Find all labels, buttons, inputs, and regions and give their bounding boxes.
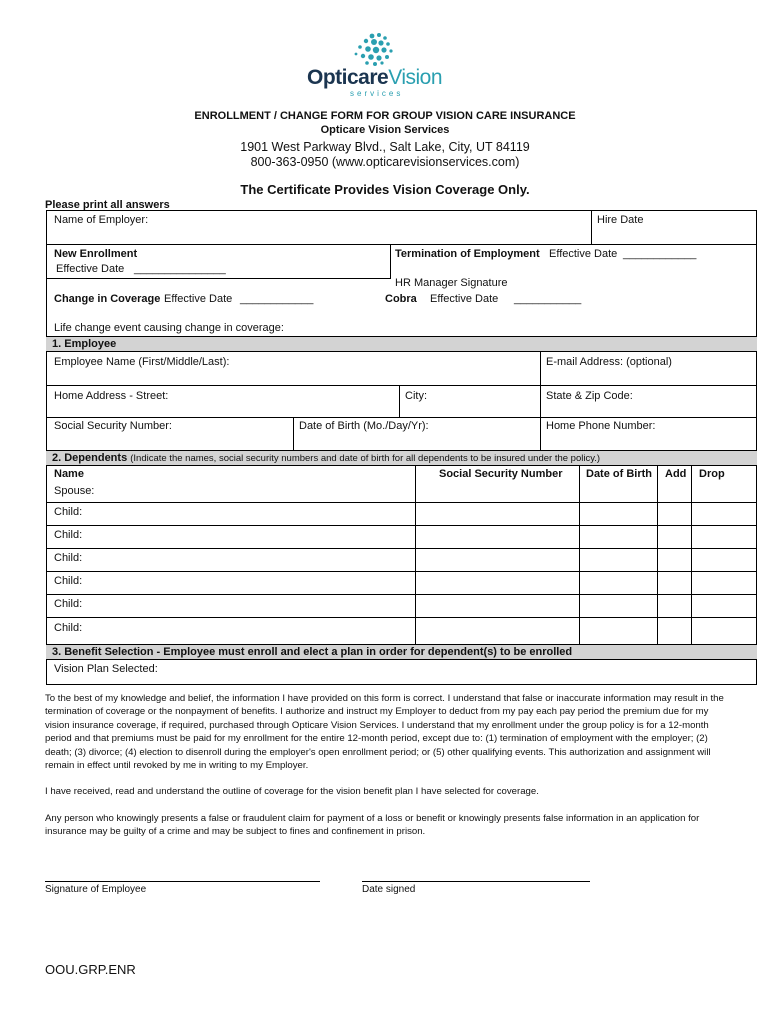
termination-effective-label: Effective Date xyxy=(549,248,618,260)
employee-name-field[interactable]: Employee Name (First/Middle/Last): xyxy=(54,356,230,368)
dependent-row-spouse[interactable]: Spouse: xyxy=(54,485,95,497)
dependent-row-child-5[interactable]: Child: xyxy=(54,598,83,610)
company-phone: 800-363-0950 (www.opticarevisionservices.com) xyxy=(250,155,520,169)
logo-wordmark xyxy=(307,66,442,90)
form-title: ENROLLMENT / CHANGE FORM FOR GROUP VISION CARE INSURANCE xyxy=(194,110,576,122)
dependent-row-child-1[interactable]: Child: xyxy=(54,506,83,518)
instructions: Please print all answers xyxy=(45,199,170,211)
dependent-row-child-4[interactable]: Child: xyxy=(54,575,83,587)
employee-signature-label: Signature of Employee xyxy=(45,884,147,895)
dependents-heading-note: (Indicate the names, social security numbers and date of birth for all dependents to be insured under the policy.) xyxy=(130,453,601,464)
dep-col-ssn: Social Security Number xyxy=(439,468,563,480)
company-name: Opticare Vision Services xyxy=(320,124,450,136)
change-effective-label: Effective Date xyxy=(164,293,233,305)
city-field[interactable]: City: xyxy=(405,390,427,402)
hr-signature-field[interactable]: HR Manager Signature xyxy=(395,277,508,289)
dependent-row-child-6[interactable]: Child: xyxy=(54,622,83,634)
date-signed-label: Date signed xyxy=(362,884,416,895)
email-field[interactable]: E-mail Address: (optional) xyxy=(546,356,672,368)
employer-field[interactable]: Name of Employer: xyxy=(54,214,149,226)
ssn-field[interactable]: Social Security Number: xyxy=(54,420,172,432)
dependents-section-heading xyxy=(46,450,757,466)
legal-paragraph-1: To the best of my knowledge and belief, the information I have provided on this form is correct. I understand that false or inaccurate information may result in the termination of coverage or the nonpayment of benefits. I authorize and instruct my Employer to deduct from my pay each pay period the premium due for my vision insurance coverage, if required, purchased through Opticare Vision Services. I understand that my enrollment under the group policy is for a 12-month period and that premiums must be paid for my enrollment for the entire 12-month period, except due to: (1) termination of employment with the employer; (2) death; (3) divorce; (4) election to disenroll during the employer's open enrollment period; or (5) other qualifying events. This authorization and assignment will remain in effect until revoked by me in writing to my Employer. xyxy=(45,693,724,772)
new-enrollment-effective-field[interactable]: _______________ xyxy=(134,263,226,275)
form-code: OOU.GRP.ENR xyxy=(45,962,136,977)
dep-col-name: Name xyxy=(54,468,84,480)
cobra-label: Cobra xyxy=(385,293,417,305)
hire-date-field[interactable]: Hire Date xyxy=(597,214,644,226)
dob-field[interactable]: Date of Birth (Mo./Day/Yr): xyxy=(299,420,429,432)
certificate-note: The Certificate Provides Vision Coverage Only. xyxy=(240,182,530,197)
legal-paragraph-2: I have received, read and understand the outline of coverage for the vision benefit plan I have selected for coverage. xyxy=(45,786,539,797)
dependent-row-child-3[interactable]: Child: xyxy=(54,552,83,564)
employee-signature-line[interactable] xyxy=(45,881,320,882)
termination-label: Termination of Employment xyxy=(395,248,540,260)
cobra-effective-label: Effective Date xyxy=(430,293,499,305)
logo-subtitle: services xyxy=(350,89,404,98)
home-phone-field[interactable]: Home Phone Number: xyxy=(546,420,656,432)
benefit-section-heading: 3. Benefit Selection - Employee must enroll and elect a plan in order for dependent(s) to be enrolled xyxy=(46,644,757,660)
date-signed-line[interactable] xyxy=(362,881,590,882)
state-zip-field[interactable]: State & Zip Code: xyxy=(546,390,633,402)
vision-plan-field[interactable]: Vision Plan Selected: xyxy=(54,663,158,675)
employee-section-heading: 1. Employee xyxy=(46,336,757,352)
dep-col-add: Add xyxy=(665,468,687,480)
new-enrollment-effective-label: Effective Date xyxy=(56,263,125,275)
dep-col-dob: Date of Birth xyxy=(586,468,652,480)
termination-effective-field[interactable]: ____________ xyxy=(623,248,697,260)
new-enrollment-label: New Enrollment xyxy=(54,248,138,260)
dependent-row-child-2[interactable]: Child: xyxy=(54,529,83,541)
logo-name-part2: Vision xyxy=(388,66,443,89)
life-change-field[interactable]: Life change event causing change in coverage: xyxy=(54,322,284,334)
home-address-field[interactable]: Home Address - Street: xyxy=(54,390,169,402)
change-coverage-label: Change in Coverage xyxy=(54,293,161,305)
dep-col-drop: Drop xyxy=(699,468,725,480)
company-address: 1901 West Parkway Blvd., Salt Lake, City, UT 84119 xyxy=(240,140,530,154)
cobra-effective-field[interactable]: ___________ xyxy=(514,293,582,305)
legal-paragraph-3: Any person who knowingly presents a false or fraudulent claim for payment of a loss or benefit or knowingly presents false information in an application for insurance may be guilty of a crime and may be subject to fines and confinement in prison. xyxy=(45,813,700,838)
dependents-heading-text: 2. Dependents xyxy=(52,452,128,464)
logo-name-part1: Opticare xyxy=(307,66,389,89)
change-effective-field[interactable]: ____________ xyxy=(240,293,314,305)
